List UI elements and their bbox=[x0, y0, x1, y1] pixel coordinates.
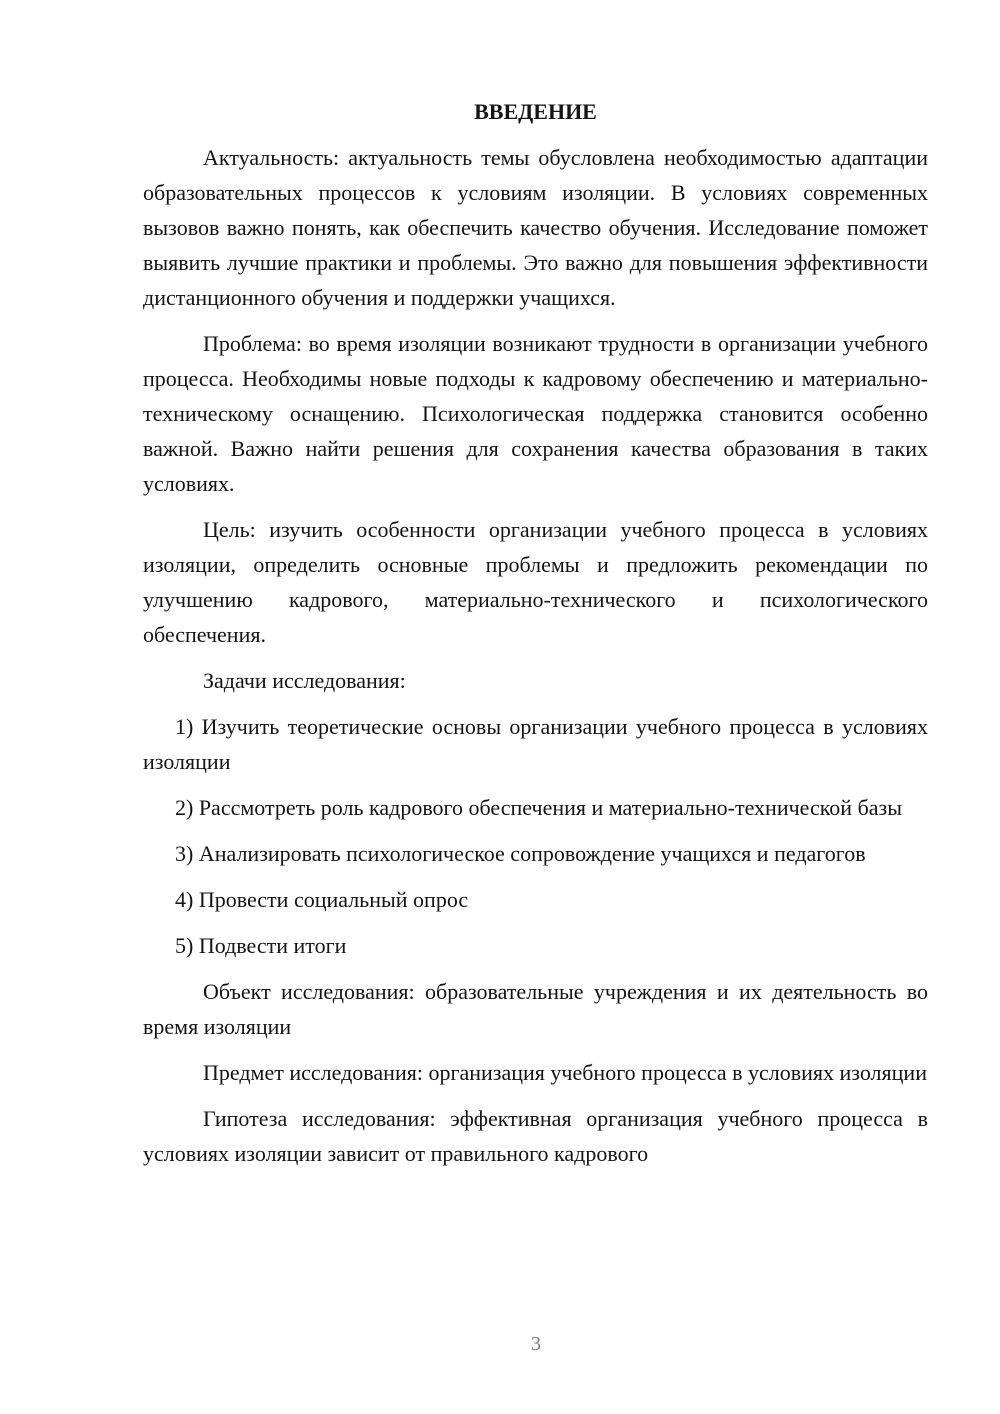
paragraph-subject: Предмет исследования: организация учебного процесса в условиях изоляции bbox=[203, 1060, 927, 1085]
paragraph-relevance: Актуальность: актуальность темы обусловлена необходимостью адаптации образовательных процессов к условиям изоляции. В условиях современных вызовов важно понять, как обеспечить качество обучения. Исследование поможет выявить лучшие практики и проблемы. Это важно для повышения эффективности дистанционного обучения и поддержки учащихся. bbox=[143, 145, 928, 310]
list-item: 2) Рассмотреть роль кадрового обеспечения и материально-технической базы bbox=[175, 795, 903, 820]
paragraph-problem: Проблема: во время изоляции возникают трудности в организации учебного процесса. Необходимы новые подходы к кадровому обеспечению и материально-техническому оснащению. Психологическая поддержка становится особенно важной. Важно найти решения для сохранения качества образования в таких условиях. bbox=[143, 331, 928, 496]
list-item: 1) Изучить теоретические основы организации учебного процесса в условиях изоляции bbox=[143, 714, 928, 774]
section-title: ВВЕДЕНИЕ bbox=[474, 99, 597, 124]
paragraph-goal: Цель: изучить особенности организации учебного процесса в условиях изоляции, определить основные проблемы и предложить рекомендации по улучшению кадрового, материально-технического и психологического обеспечения. bbox=[143, 517, 928, 647]
tasks-list bbox=[143, 709, 928, 963]
page-content bbox=[143, 94, 928, 1182]
list-item: 5) Подвести итоги bbox=[175, 933, 347, 958]
paragraph-hypothesis: Гипотеза исследования: эффективная организация учебного процесса в условиях изоляции зависит от правильного кадрового bbox=[143, 1106, 928, 1166]
paragraph-object: Объект исследования: образовательные учреждения и их деятельность во время изоляции bbox=[143, 979, 928, 1039]
list-item: 4) Провести социальный опрос bbox=[175, 887, 469, 912]
tasks-heading: Задачи исследования: bbox=[203, 668, 406, 693]
page-number: 3 bbox=[531, 1333, 541, 1355]
list-item: 3) Анализировать психологическое сопровождение учащихся и педагогов bbox=[175, 841, 866, 866]
